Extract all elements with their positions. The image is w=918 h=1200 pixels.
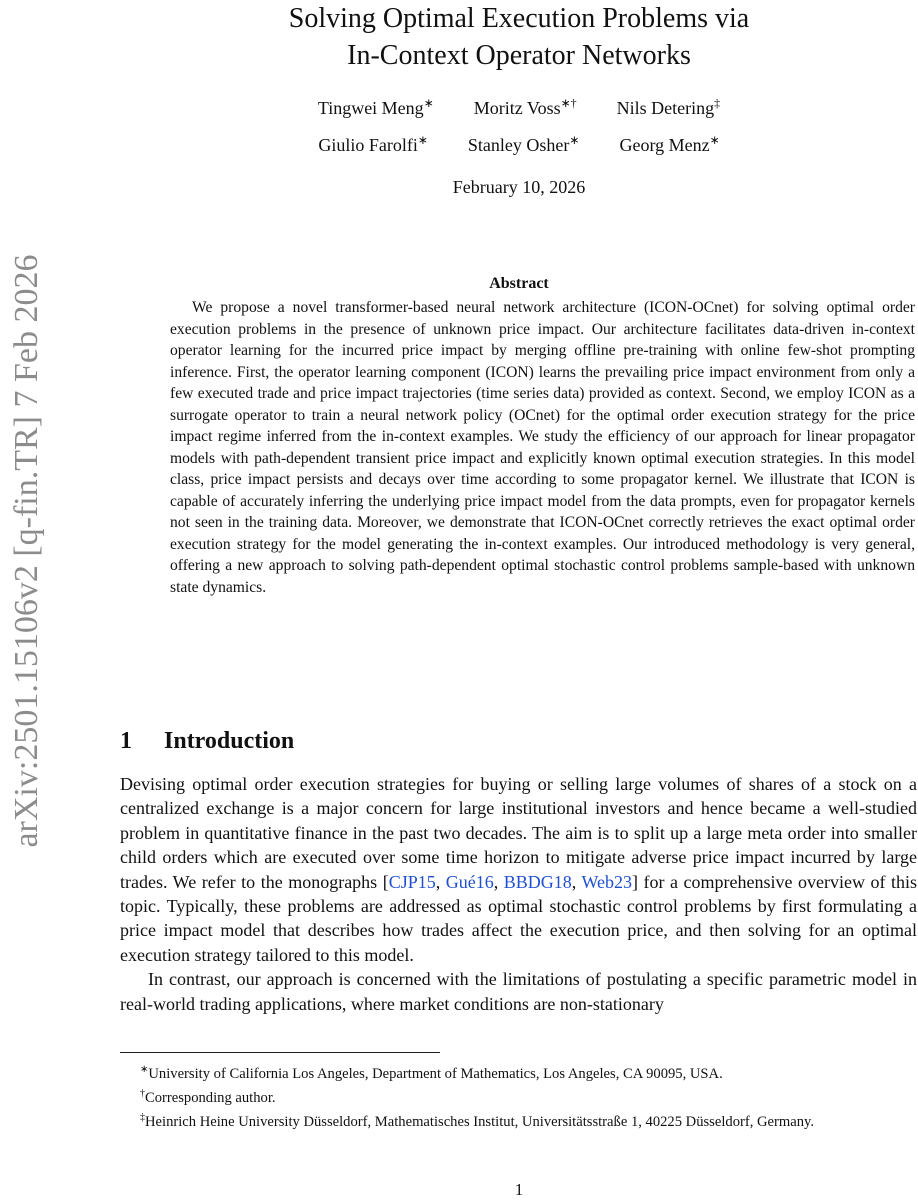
- introduction-body: [120, 772, 917, 1016]
- page-number: 1: [514, 1180, 524, 1199]
- abstract-heading: Abstract: [489, 275, 549, 292]
- footnote: [120, 1084, 917, 1108]
- intro-paragraph-2: In contrast, our approach is concerned with the limitations of postulating a specific parametric model in real-world trading applications, where market conditions are non-stationary: [120, 969, 917, 1014]
- footnotes: [120, 1060, 917, 1132]
- arxiv-identifier-stamp: [6, 211, 48, 891]
- affiliation-mark: ∗: [569, 133, 580, 147]
- citation-link[interactable]: Web23: [581, 871, 633, 892]
- author-name: Giulio Farolfi: [318, 135, 418, 155]
- author-name: Stanley Osher: [467, 135, 570, 155]
- section-number: 1: [120, 728, 132, 754]
- affiliation-mark: ‡: [714, 96, 721, 110]
- author-name: Moritz Voss: [473, 98, 561, 118]
- section-heading: [120, 728, 294, 755]
- author-name: Georg Menz: [619, 135, 710, 155]
- footnote-mark: †: [140, 1087, 145, 1099]
- author: [318, 96, 434, 119]
- author-name: Tingwei Meng: [317, 98, 424, 118]
- intro-paragraph-1: [120, 772, 917, 967]
- title-line-1: Solving Optimal Execution Problems via: [288, 3, 750, 34]
- author-list-row-2: [120, 133, 918, 156]
- citation-link[interactable]: BBDG18: [503, 871, 572, 892]
- footnote: [120, 1060, 917, 1084]
- section-title: Introduction: [164, 728, 295, 754]
- paper-title: [120, 0, 918, 74]
- citation-separator: ,: [493, 871, 504, 892]
- affiliation-mark: ∗: [423, 96, 434, 110]
- intro-text: Devising optimal order execution strategies for buying or selling large volumes of shares of a stock on a centralized exchange is a major concern for large institutional investors and hence became a well-studied problem in quantitative finance in the past two decades. The aim is to split up a large meta order into smaller child orders which are executed over some time horizon to mitigate adverse price impact incurred by large trades. We refer to the monographs [: [120, 774, 917, 892]
- affiliation-mark: ∗: [417, 133, 428, 147]
- citation-link[interactable]: Gué16: [445, 871, 494, 892]
- footnote: [120, 1108, 917, 1132]
- footnote-text: Corresponding author.: [145, 1089, 276, 1106]
- affiliation-mark: ∗†: [560, 96, 577, 110]
- author: [619, 133, 719, 156]
- author-list-row-1: [120, 96, 918, 119]
- citation-link[interactable]: CJP15: [388, 871, 436, 892]
- author: [474, 96, 577, 119]
- footnote-text: University of California Los Angeles, Department of Mathematics, Los Angeles, CA 90095, USA.: [148, 1065, 723, 1082]
- author: [318, 133, 428, 156]
- arxiv-identifier-text: arXiv:2501.15106v2 [q-fin.TR] 7 Feb 2026: [8, 254, 45, 848]
- footnote-divider: [120, 1052, 440, 1053]
- citation-separator: ,: [571, 871, 582, 892]
- publication-date: February 10, 2026: [452, 177, 586, 197]
- author: [617, 96, 720, 119]
- footnote-text: Heinrich Heine University Düsseldorf, Mathematisches Institut, Universitätsstraße 1, 40225 Düsseldorf, Germany.: [145, 1113, 815, 1130]
- abstract-body: We propose a novel transformer-based neural network architecture (ICON-OCnet) for solving optimal order execution problems in the presence of unknown price impact. Our architecture facilitates data-driven in-context operator learning for the incurred price impact by merging offline pre-training with online few-shot prompting inference. First, the operator learning component (ICON) learns the prevailing price impact environment from only a few executed trade and price impact trajectories (time series data) provided as context. Second, we employ ICON as a surrogate operator to train a neural network policy (OCnet) for the optimal order execution strategy for the price impact regime inferred from the in-context examples. We study the efficiency of our approach for linear propagator models with path-dependent transient price impact and explicitly known optimal execution strategies. In this model class, price impact persists and decays over time according to some propagator kernel. We illustrate that ICON is capable of accurately inferring the underlying price impact model from the data prompts, even for propagator kernels not seen in the training data. Moreover, we demonstrate that ICON-OCnet correctly retrieves the exact optimal order execution strategy for the model generating the in-context examples. Our introduced methodology is very general, offering a new approach to solving path-dependent optimal stochastic control problems sample-based with unknown state dynamics.: [170, 299, 915, 596]
- citation-separator: ,: [435, 871, 446, 892]
- author: [468, 133, 580, 156]
- footnote-mark: ‡: [140, 1111, 145, 1123]
- footnote-mark: ∗: [140, 1064, 149, 1075]
- intro-text: ] for a comprehensive overview of this topic. Typically, these problems are addressed as optimal stochastic control problems by first formulating a price impact model that describes how trades affect the execution price, and then solving for an optimal execution strategy tailored to this model.: [120, 871, 917, 965]
- affiliation-mark: ∗: [709, 133, 720, 147]
- author-name: Nils Detering: [616, 98, 715, 118]
- title-line-2: In-Context Operator Networks: [347, 40, 691, 71]
